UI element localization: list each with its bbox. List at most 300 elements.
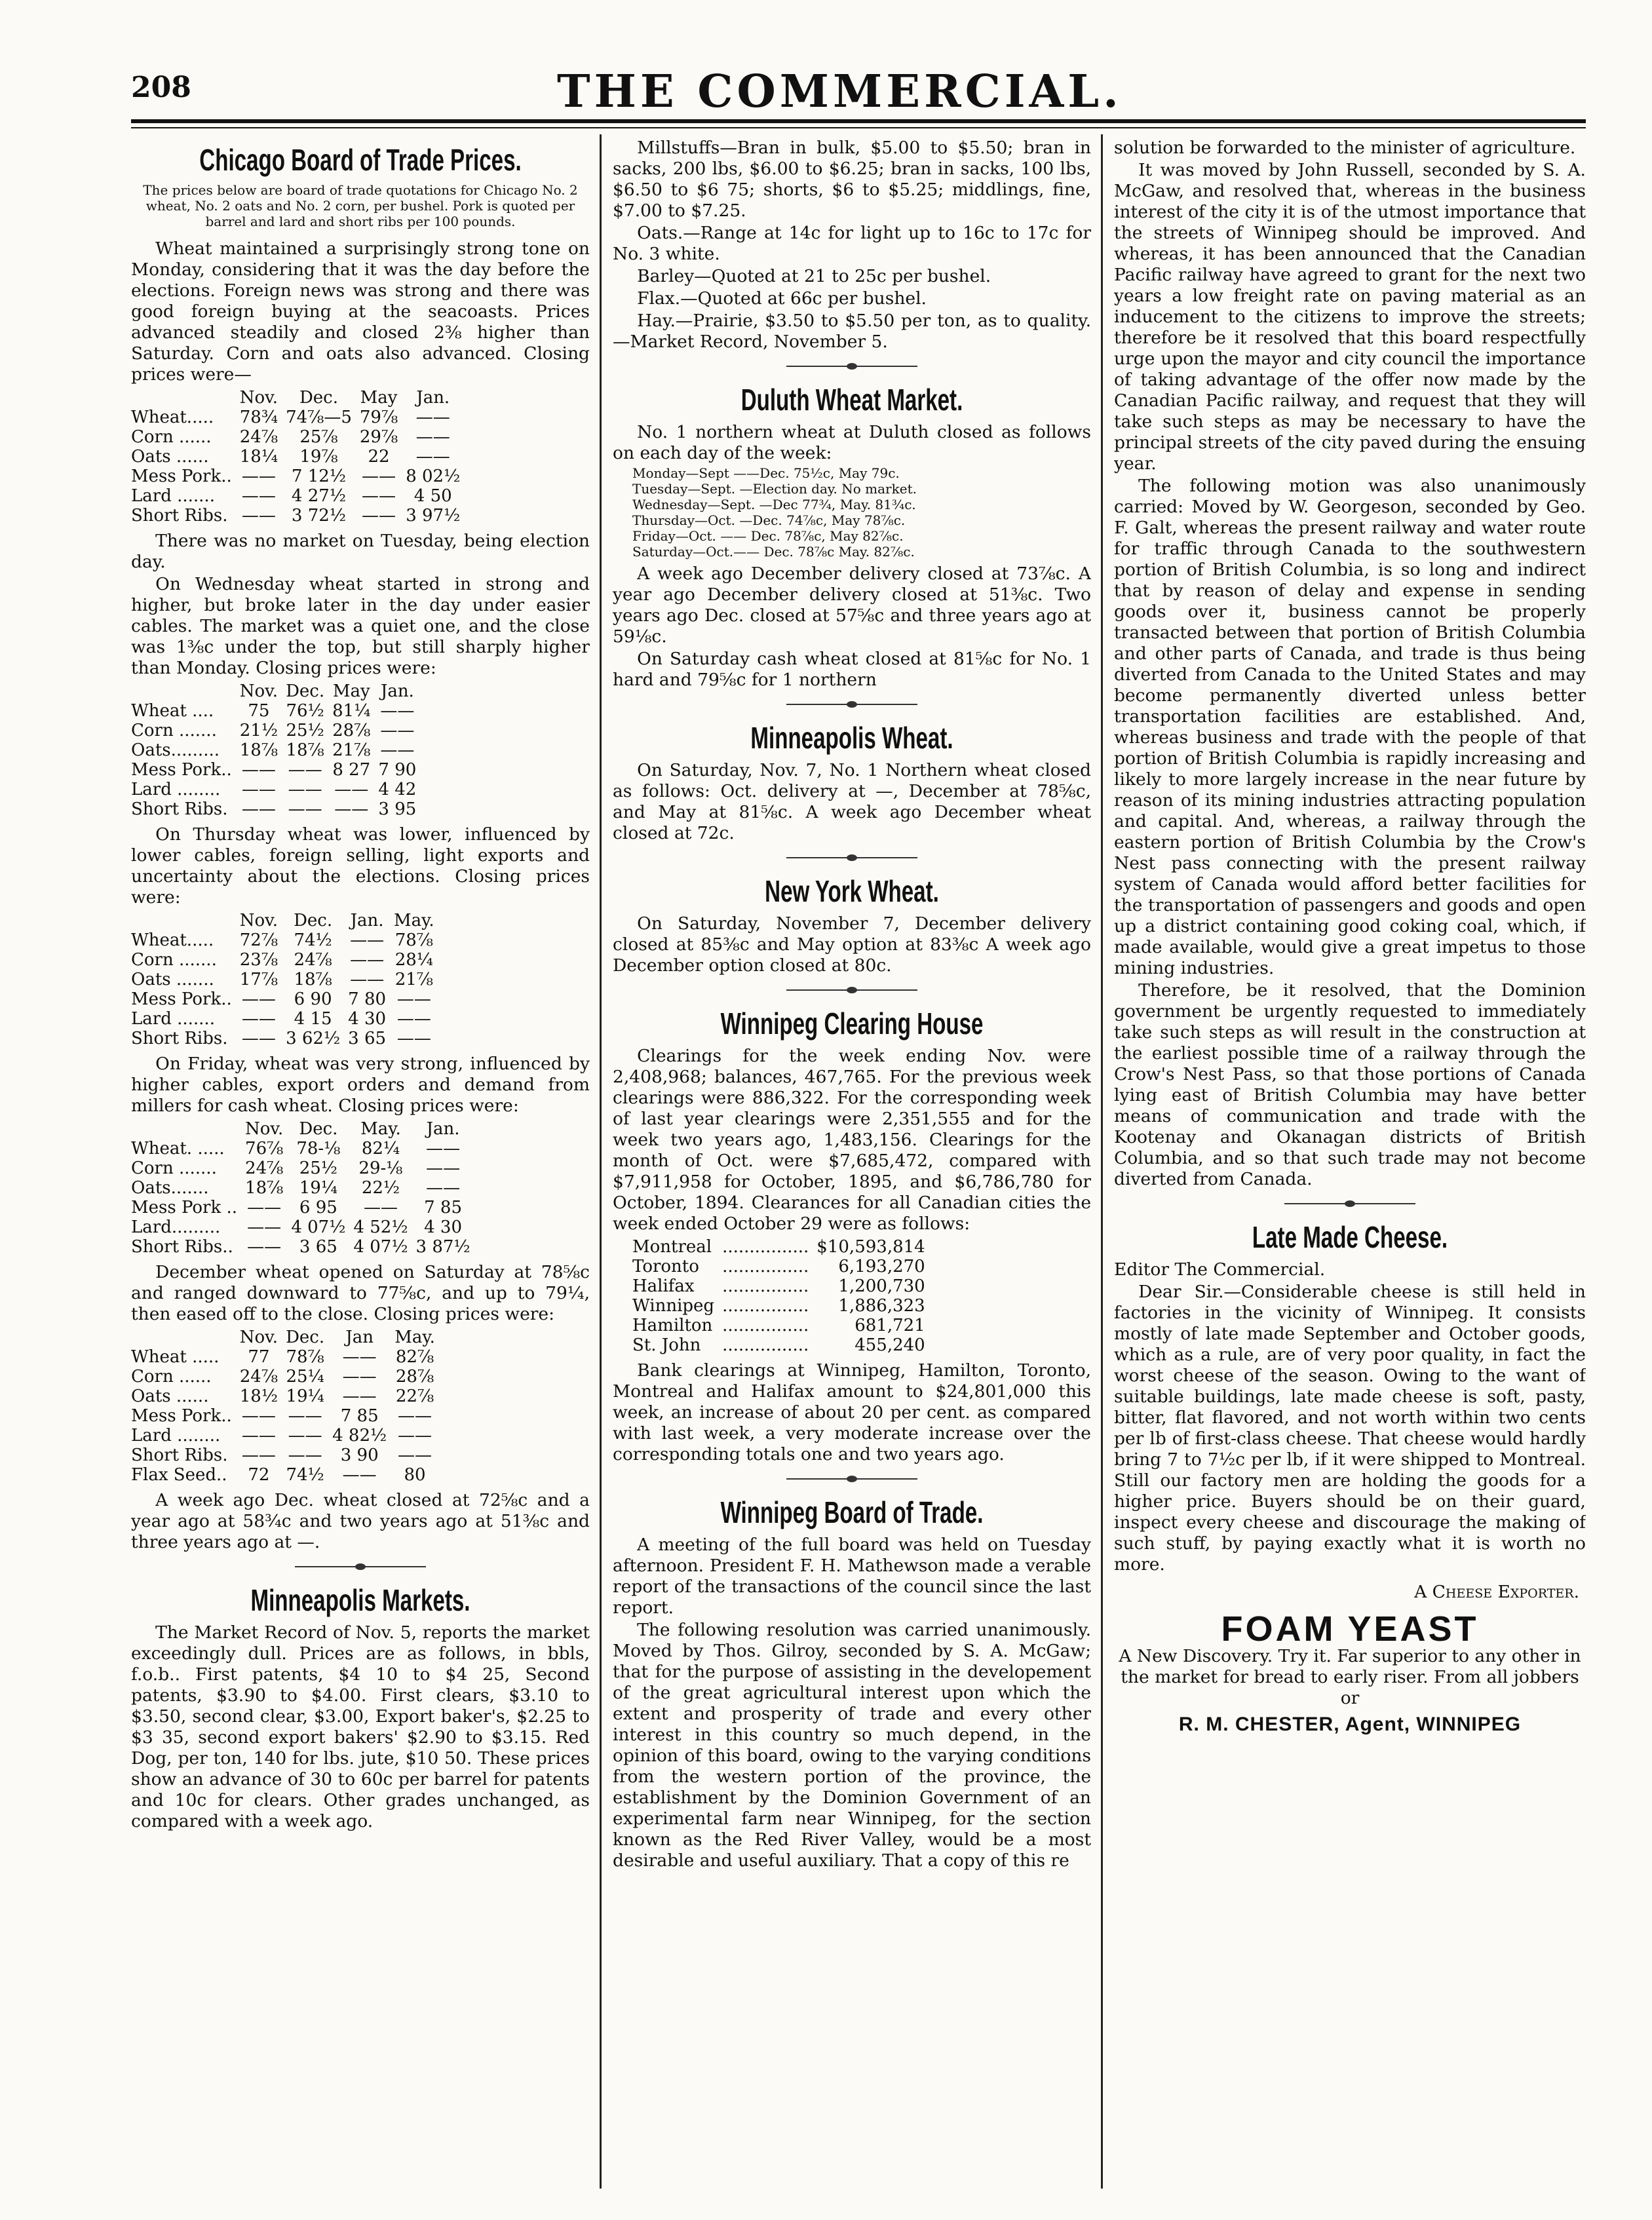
row-label: Mess Pork .. <box>131 1198 238 1217</box>
price-table <box>131 1328 439 1485</box>
price-cell: 25⅞ <box>299 427 338 447</box>
price-cell: 4 27½ <box>291 486 347 506</box>
table-row <box>131 989 438 1009</box>
row-label: Short Ribs.. <box>131 1237 233 1257</box>
paragraph: It was moved by John Russell, seconded by S. A. McGaw, and resolved that, whereas in the business interest of the city it is of the utmost importance that the streets of Winnipeg should be improved. And whereas, it has been announced that the Canadian Pacific railway have agreed to grant for the next two years a low freight rate on paving material as an inducement to the citizens to improve the streets; therefore be it resolved that this board respectfully urge upon the mayor and city council the importance of taking advantage of the offer now made by the Canadian Pacific railway, and request that they will take such steps as may be necessary to have the principal streets of the city paved during the ensuing year. <box>1114 160 1586 474</box>
paragraph: Dear Sir.—Considerable cheese is still held in factories in the vicinity of Winnipeg. It consists mostly of late made September and October goods, which as a rule, are of very poor quality, in fact the worst cheese of the season. Owing to the want of suitable buildings, late made cheese is soft, pasty, bitter, flat flavored, and not worth within two cents per lb of first-class cheese. That cheese would hardly bring 7 to 7½c per lb, if it were shipped to Montreal. Still our factory men are holding the goods for a higher price. Buyers should be on their guard, inspect every cheese and discourage the making of such stuff, by paying exactly what it is worth no more. <box>1114 1282 1586 1575</box>
table-row <box>131 950 438 970</box>
salutation: Editor The Commercial. <box>1114 1259 1326 1280</box>
price-cell: 21⅞ <box>332 740 371 760</box>
price-cell: 4 07½ <box>353 1237 408 1257</box>
table-row <box>131 427 464 447</box>
table-row <box>131 1139 474 1158</box>
price-cell: 3 65 <box>348 1029 387 1048</box>
section-heading: Winnipeg Board of Trade. <box>720 1495 984 1529</box>
ad-text: A New Discovery. Try it. Far superior to any other in the market for bread to early riser. From all jobbers or <box>1119 1646 1581 1708</box>
row-label: Lard......... <box>131 1217 221 1237</box>
price-cell: —— <box>247 1198 282 1217</box>
amount: 1,886,323 <box>838 1296 925 1316</box>
column-header: May <box>332 681 370 701</box>
ornament-divider <box>786 853 917 862</box>
ornament-divider <box>295 1562 426 1571</box>
daily-line: Friday—Oct. —— Dec. 78⅞c, May 82⅞c. <box>632 528 904 544</box>
table-row <box>131 1009 438 1029</box>
amount: 681,721 <box>855 1316 925 1335</box>
amount: 455,240 <box>855 1335 925 1355</box>
row-label: Corn ....... <box>131 721 217 740</box>
daily-line: Tuesday—Sept. —Election day. No market. <box>632 481 917 497</box>
price-cell: 7 12½ <box>291 467 347 486</box>
table-row <box>131 1029 438 1048</box>
column-header: Nov. <box>239 388 279 408</box>
ad-agent: R. M. CHESTER, Agent, WINNIPEG <box>1178 1713 1522 1735</box>
column-header: Dec. <box>286 1328 325 1347</box>
column-header: Jan. <box>380 681 414 701</box>
table-row: St. John ................ 455,240 <box>632 1335 929 1355</box>
row-label: Corn ...... <box>131 427 212 447</box>
price-cell: 3 65 <box>299 1237 337 1257</box>
price-cell: —— <box>415 427 450 447</box>
masthead: THE COMMERCIAL. <box>557 66 1123 118</box>
row-label: Short Ribs. <box>131 506 228 526</box>
section-heading: Duluth Wheat Market. <box>740 383 963 417</box>
price-cell: —— <box>247 1217 282 1237</box>
table-row <box>131 1158 474 1178</box>
price-cell: —— <box>241 506 276 526</box>
price-cell: 29-⅛ <box>358 1158 403 1178</box>
table-row <box>131 760 420 780</box>
price-cell: 18⅞ <box>245 1178 284 1198</box>
paragraph: Wheat maintained a surprisingly strong tone on Monday, considering that it was the day before the elections. Foreign news was strong and there was good foreign buying at the seacoasts. Prices advanced steadily and closed 2⅜ higher than Saturday. Corn and oats also advanced. Closing prices were— <box>131 239 590 385</box>
column-1 <box>131 138 590 2182</box>
price-cell: —— <box>363 1198 398 1217</box>
price-cell: —— <box>288 1406 322 1426</box>
clearings-table <box>632 1237 929 1355</box>
column-header: Nov. <box>245 1119 284 1139</box>
price-cell: 76½ <box>286 701 324 721</box>
price-cell: 72 <box>248 1465 270 1485</box>
paragraph: No. 1 northern wheat at Duluth closed as follows on each day of the week: <box>613 422 1091 463</box>
row-label: Corn ....... <box>131 1158 217 1178</box>
paragraph: The following resolution was carried unanimously. Moved by Thos. Gilroy, seconded by S. A. McGaw; that for the purpose of assisting in the developement of the great agricultural interest upon which the extent and prosperity of trade and every other interest in this country so much depend, in the opinion of this board, owing to the varying conditions from the western portion of the province, the establishment by the Dominion Government of an experimental farm near Winnipeg, for the section known as the Red River Valley, would be a most desirable and useful auxiliary. That a copy of this re <box>613 1620 1091 1871</box>
table-row <box>131 1347 439 1367</box>
price-cell: 24⅞ <box>239 427 279 447</box>
price-cell: —— <box>288 780 322 799</box>
table-header-row <box>131 1328 439 1347</box>
price-cell: 82¼ <box>361 1139 400 1158</box>
column-header: May. <box>360 1119 401 1139</box>
price-cell: 17⅞ <box>239 970 279 989</box>
price-cell: 78⅞ <box>394 930 433 950</box>
price-cell: 19¼ <box>286 1387 324 1406</box>
column-header: Dec. <box>299 388 338 408</box>
price-cell: 19¼ <box>299 1178 338 1198</box>
price-cell: 4 42 <box>378 780 417 799</box>
price-cell: 82⅞ <box>395 1347 434 1367</box>
table-row <box>131 1445 439 1465</box>
column-header <box>131 1328 236 1347</box>
column-header: Jan <box>345 1328 374 1347</box>
row-label: Wheat..... <box>131 930 214 950</box>
price-cell: —— <box>398 1426 432 1445</box>
daily-closings <box>632 465 1091 560</box>
price-cell: —— <box>415 447 450 467</box>
table-row <box>131 1367 439 1387</box>
price-cell: 7 90 <box>378 760 417 780</box>
table-row <box>131 408 464 427</box>
table-header-row <box>131 388 464 408</box>
price-cell: 18¼ <box>239 447 279 467</box>
column-header: Jan. <box>350 911 384 930</box>
header-rule-thin <box>131 127 1586 128</box>
price-cell: —— <box>342 1367 377 1387</box>
price-cell: 8 02½ <box>406 467 461 486</box>
column-header: Dec. <box>294 911 333 930</box>
row-label: Mess Pork.. <box>131 760 232 780</box>
price-cell: —— <box>334 799 369 819</box>
price-cell: —— <box>396 1009 431 1029</box>
column-header: Nov. <box>239 911 279 930</box>
paragraph: On Saturday cash wheat closed at 81⅝c for No. 1 hard and 79⅝c for 1 northern <box>613 649 1091 690</box>
price-cell: 78¾ <box>239 408 279 427</box>
price-cell: 29⅞ <box>359 427 398 447</box>
section-heading: Minneapolis Wheat. <box>750 721 953 755</box>
ornament-divider <box>786 362 917 371</box>
paragraph: A week ago Dec. wheat closed at 72⅝c and a year ago at 58¾c and two years ago at 51⅜c and three years ago at —. <box>131 1490 590 1552</box>
paragraph: Hay.—Prairie, $3.50 to $5.50 per ton, as to quality.—Market Record, November 5. <box>613 311 1091 352</box>
ornament-divider <box>1284 1199 1415 1208</box>
daily-line: Thursday—Oct. —Dec. 74⅞c, May 78⅞c. <box>632 512 906 528</box>
row-label: Oats ...... <box>131 447 209 467</box>
row-label: Mess Pork.. <box>131 1406 232 1426</box>
table-row <box>131 1198 474 1217</box>
price-cell: 24⅞ <box>245 1158 284 1178</box>
column-header <box>131 388 236 408</box>
price-cell: 74⅞—5 <box>286 408 352 427</box>
price-cell: 8 27 <box>332 760 371 780</box>
column-header <box>131 681 236 701</box>
price-table <box>131 681 420 819</box>
page-number: 208 <box>131 71 191 104</box>
price-cell: 23⅞ <box>239 950 279 970</box>
paragraph: On Wednesday wheat started in strong and higher, but broke later in the day under easier cables. The market was a quiet one, and the close was 1⅜c under the top, but still sharply higher than Monday. Closing prices were: <box>131 574 590 678</box>
price-cell: —— <box>241 486 276 506</box>
row-label: Wheat ..... <box>131 1347 220 1367</box>
column-header <box>131 1119 241 1139</box>
price-cell: 21⅞ <box>394 970 433 989</box>
price-cell: —— <box>241 989 276 1009</box>
price-cell: 28⅞ <box>332 721 371 740</box>
price-cell: 4 30 <box>348 1009 387 1029</box>
price-cell: 74½ <box>294 930 332 950</box>
table-row <box>131 486 464 506</box>
table-row <box>131 930 438 950</box>
price-cell: 3 97½ <box>406 506 461 526</box>
price-cell: —— <box>241 799 276 819</box>
table-row <box>131 506 464 526</box>
price-cell: 6 90 <box>294 989 332 1009</box>
paragraph: A week ago December delivery closed at 73⅞c. A year ago December delivery closed at 51⅜c. Two years ago Dec. closed at 57⅝c and three years ago at 59⅛c. <box>613 564 1091 647</box>
price-cell: 19⅞ <box>299 447 338 467</box>
price-cell: 4 82½ <box>332 1426 387 1445</box>
ad-title: FOAM YEAST <box>1221 1609 1479 1649</box>
note: The prices below are board of trade quotations for Chicago No. 2 wheat, No. 2 oats and No. 2 corn, per bushel. Pork is quoted per barrel and lard and short ribs per 100 pounds. <box>143 182 578 229</box>
ornament-divider <box>786 1474 917 1483</box>
price-cell: —— <box>247 1237 282 1257</box>
row-label: Flax Seed.. <box>131 1465 227 1485</box>
column-3 <box>1114 138 1586 2182</box>
price-cell: —— <box>334 780 369 799</box>
signature: A Cheese Exporter. <box>1414 1582 1579 1602</box>
price-cell: 18⅞ <box>294 970 332 989</box>
section-heading: Late Made Cheese. <box>1252 1220 1448 1254</box>
price-cell: —— <box>350 970 385 989</box>
column-header: May. <box>394 911 434 930</box>
paragraph: Clearings for the week ending Nov. were 2,408,968; balances, 467,765. For the previous week clearings were 886,322. For the corresponding week of last year clearings were 2,351,555 and for the week two years ago, 1,483,156. Clearings for the month of Oct. were $7,685,472, compared with $7,911,958 for October, 1895, and $6,786,780 for October, 1894. Clearances for all Canadian cities the week ended October 29 were as follows: <box>613 1046 1091 1234</box>
price-cell: 80 <box>404 1465 426 1485</box>
price-cell: 3 95 <box>378 799 417 819</box>
page-header <box>131 66 1586 118</box>
price-cell: 28¼ <box>394 950 433 970</box>
table-row <box>131 1387 439 1406</box>
section-heading: Winnipeg Clearing House <box>720 1006 984 1041</box>
price-cell: —— <box>288 799 322 819</box>
row-label: Oats ...... <box>131 1387 209 1406</box>
table-row <box>131 799 420 819</box>
amount: 6,193,270 <box>838 1257 925 1276</box>
row-label: Wheat..... <box>131 408 214 427</box>
price-cell: —— <box>362 506 396 526</box>
price-cell: 25½ <box>286 721 324 740</box>
price-cell: 22½ <box>361 1178 400 1198</box>
price-cell: —— <box>241 760 276 780</box>
amount: $10,593,814 <box>816 1237 925 1257</box>
price-cell: 81¼ <box>332 701 371 721</box>
header-rule <box>131 119 1586 123</box>
price-cell: 4 07½ <box>291 1217 346 1237</box>
price-cell: —— <box>241 1406 276 1426</box>
city: Hamilton <box>632 1316 713 1335</box>
price-cell: —— <box>426 1178 461 1198</box>
section-heading: New York Wheat. <box>765 874 939 908</box>
price-cell: 4 15 <box>294 1009 332 1029</box>
column-header <box>131 911 236 930</box>
paragraph: Therefore, be it resolved, that the Dominion government be urgently requested to immediately take such steps as will result in the construction at the earliest possible time of a railway through the Crow's Nest Pass, so that those portions of Canada lying east of British Columbia may have better means of communication and trade with the Kootenay and Okanagan districts of British Columbia, and so that such trade may not become diverted from Canada. <box>1114 980 1586 1189</box>
paragraph: On Saturday, November 7, December delivery closed at 85⅜c and May option at 83⅜c A week ago December option closed at 80c. <box>613 913 1091 976</box>
city: Halifax <box>632 1276 695 1296</box>
price-cell: 24⅞ <box>294 950 332 970</box>
column-header: Dec. <box>299 1119 338 1139</box>
price-cell: 6 95 <box>299 1198 337 1217</box>
price-cell: —— <box>288 760 322 780</box>
price-cell: 3 62½ <box>286 1029 341 1048</box>
price-cell: —— <box>350 950 385 970</box>
paragraph: On Saturday, Nov. 7, No. 1 Northern wheat closed as follows: Oct. delivery at —, December at 78⅝c, and May at 81⅝c. A week ago December wheat closed at 72c. <box>613 760 1091 843</box>
row-label: Corn ....... <box>131 950 217 970</box>
paragraph: The Market Record of Nov. 5, reports the market exceedingly dull. Prices are as follows, in bbls, f.o.b.. First patents, $4 10 to $4 25, Second patents, $3.90 to $4.00. First clears, $3.10 to $3.50, second clear, $3.00, Export baker's, $2.25 to $3 35, second export bakers' $2.90 to $3.15. Red Dog, per ton, 140 for lbs. jute, $10 50. These prices show an advance of 30 to 60c per barrel for patents and 10c for clears. Other grades unchanged, as compared with a week ago. <box>131 1622 590 1831</box>
column-header: Dec. <box>286 681 325 701</box>
price-cell: —— <box>398 1445 432 1465</box>
paragraph: A meeting of the full board was held on Tuesday afternoon. President F. H. Mathewson made a verable report of the transactions of the council since the last report. <box>613 1535 1091 1618</box>
column-header: May. <box>394 1328 435 1347</box>
paragraph: solution be forwarded to the minister of agriculture. <box>1114 138 1576 158</box>
price-cell: 22 <box>368 447 390 467</box>
table-row <box>131 1465 439 1485</box>
price-cell: —— <box>415 408 450 427</box>
column-header: Jan. <box>426 1119 460 1139</box>
price-cell: —— <box>380 721 415 740</box>
table-row <box>131 740 420 760</box>
price-cell: 21½ <box>239 721 279 740</box>
section-heading: Chicago Board of Trade Prices. <box>199 143 522 177</box>
row-label: Short Ribs. <box>131 1029 228 1048</box>
price-table <box>131 388 464 526</box>
price-cell: —— <box>241 780 276 799</box>
price-cell: 4 30 <box>424 1217 462 1237</box>
row-label: Lard ....... <box>131 1009 215 1029</box>
paragraph: December wheat opened on Saturday at 78⅝c and ranged downward to 77⅝c, and up to 79¼, then eased off to the close. Closing prices were: <box>131 1262 590 1324</box>
price-cell: 74½ <box>286 1465 324 1485</box>
table-row <box>131 1426 439 1445</box>
table-header-row <box>131 1119 474 1139</box>
price-cell: 24⅞ <box>239 1367 279 1387</box>
row-label: Mess Pork.. <box>131 467 232 486</box>
price-cell: —— <box>350 930 385 950</box>
price-cell: 78⅞ <box>286 1347 324 1367</box>
daily-line: Monday—Sept ——Dec. 75½c, May 79c. <box>632 465 900 481</box>
price-cell: 3 90 <box>340 1445 379 1465</box>
paragraph: There was no market on Tuesday, being election day. <box>131 531 590 572</box>
table-row <box>131 721 420 740</box>
price-cell: —— <box>362 467 396 486</box>
table-row: Montreal ................ $10,593,814 <box>632 1237 929 1257</box>
table-row <box>131 1237 474 1257</box>
price-cell: —— <box>241 1029 276 1048</box>
price-cell: —— <box>342 1387 377 1406</box>
price-cell: 22⅞ <box>395 1387 434 1406</box>
price-cell: —— <box>342 1347 377 1367</box>
price-cell: 4 50 <box>413 486 452 506</box>
row-label: Oats ....... <box>131 970 214 989</box>
table-row: Toronto ................ 6,193,270 <box>632 1257 929 1276</box>
price-cell: 18⅞ <box>286 740 324 760</box>
city: Winnipeg <box>632 1296 715 1316</box>
row-label: Mess Pork.. <box>131 989 232 1009</box>
price-cell: —— <box>426 1139 461 1158</box>
city: Montreal <box>632 1237 712 1257</box>
price-cell: —— <box>288 1426 322 1445</box>
table-row <box>131 701 420 721</box>
row-label: Oats....... <box>131 1178 209 1198</box>
daily-line: Wednesday—Sept. —Dec 77¾, May. 81¾c. <box>632 497 916 512</box>
paragraph: On Friday, wheat was very strong, influenced by higher cables, export orders and demand from millers for cash wheat. Closing prices were: <box>131 1054 590 1116</box>
price-cell: —— <box>342 1465 377 1485</box>
row-label: Lard ........ <box>131 780 221 799</box>
price-cell: 7 85 <box>340 1406 379 1426</box>
row-label: Short Ribs. <box>131 1445 228 1465</box>
table-row <box>131 467 464 486</box>
table-header-row <box>131 681 420 701</box>
column-header: May <box>360 388 398 408</box>
table-row <box>131 970 438 989</box>
price-cell: 4 52½ <box>353 1217 408 1237</box>
price-cell: —— <box>426 1158 461 1178</box>
price-cell: 25½ <box>299 1158 338 1178</box>
price-cell: —— <box>380 701 415 721</box>
price-table <box>131 1119 474 1257</box>
price-cell: 3 72½ <box>291 506 347 526</box>
price-cell: —— <box>380 740 415 760</box>
city: Toronto <box>632 1257 699 1276</box>
column-divider <box>1101 134 1103 2189</box>
price-cell: 77 <box>248 1347 270 1367</box>
table-row: Halifax ................ 1,200,730 <box>632 1276 929 1296</box>
price-cell: —— <box>241 1009 276 1029</box>
ornament-divider <box>786 700 917 709</box>
table-header-row <box>131 911 438 930</box>
section-heading: Minneapolis Markets. <box>250 1583 471 1617</box>
table-row: Hamilton ................ 681,721 <box>632 1316 929 1335</box>
price-cell: 18⅞ <box>239 740 279 760</box>
price-cell: —— <box>241 467 276 486</box>
row-label: Short Ribs. <box>131 799 228 819</box>
paragraph: Barley—Quoted at 21 to 25c per bushel. <box>637 266 991 286</box>
amount: 1,200,730 <box>838 1276 925 1296</box>
paragraph: Bank clearings at Winnipeg, Hamilton, Toronto, Montreal and Halifax amount to $24,801,000 this week, an increase of about 20 per cent. as compared with last week, a very moderate increase over the corresponding totals one and two years ago. <box>613 1360 1091 1464</box>
price-cell: 25¼ <box>286 1367 324 1387</box>
price-cell: —— <box>241 1426 276 1445</box>
row-label: Oats......... <box>131 740 220 760</box>
row-label: Wheat .... <box>131 701 214 721</box>
price-cell: 7 85 <box>424 1198 462 1217</box>
table-row <box>131 780 420 799</box>
price-cell: —— <box>396 989 431 1009</box>
column-header: Nov. <box>239 681 279 701</box>
price-cell: 79⅞ <box>359 408 398 427</box>
paragraph: Flax.—Quoted at 66c per bushel. <box>637 288 927 309</box>
paragraph: On Thursday wheat was lower, influenced by lower cables, foreign selling, light exports and uncertainty about the elections. Closing prices were: <box>131 824 590 908</box>
row-label: Corn ...... <box>131 1367 212 1387</box>
column-2 <box>613 138 1091 2182</box>
price-cell: —— <box>362 486 396 506</box>
price-cell: 28⅞ <box>395 1367 434 1387</box>
column-header: Nov. <box>239 1328 279 1347</box>
price-cell: 75 <box>248 701 270 721</box>
ornament-divider <box>786 986 917 995</box>
price-cell: 72⅞ <box>239 930 279 950</box>
price-cell: 3 87½ <box>415 1237 471 1257</box>
paragraph: Oats.—Range at 14c for light up to 16c to 17c for No. 3 white. <box>613 223 1091 264</box>
paragraph: The following motion was also unanimously carried: Moved by W. Georgeson, seconded by Geo. F. Galt, whereas the present railway and water route for traffic through Canada to the southwestern portion of British Columbia, is so long and indirect that by reason of delay and expense in sending goods over it, business cannot be properly transacted between that portion of British Columbia and other parts of Canada, and trade is thus being diverted from Canada to the United States and may become permanently diverted unless better transportation facilities are established. And, whereas business and trade with the people of that portion of British Columbia is rapidly increasing and likely to more largely increase in the near future by reason of its mining industries attracting population and capital. And, whereas, a railway through the eastern portion of British Columbia by the Crow's Nest pass connecting with the present railway system of Canada would afford better facilities for the transportation of passengers and goods and open up a district containing good coking coal, which, if made available, would give a great impetus to those mining industries. <box>1114 476 1586 978</box>
row-label: Lard ........ <box>131 1426 221 1445</box>
price-cell: 18½ <box>239 1387 279 1406</box>
column-divider <box>600 134 602 2189</box>
paragraph: Millstuffs—Bran in bulk, $5.00 to $5.50; bran in sacks, 200 lbs, $6.00 to $6.25; bran in sacks, 100 lbs, $6.50 to $6 75; shorts, $6 to $5.25; middlings, fine, $7.00 to $7.25. <box>613 138 1091 221</box>
column-header: Jan. <box>416 388 450 408</box>
price-cell: —— <box>396 1029 431 1048</box>
price-cell: —— <box>288 1445 322 1465</box>
row-label: Wheat. ..... <box>131 1139 225 1158</box>
table-row <box>131 1406 439 1426</box>
price-cell: —— <box>241 1445 276 1465</box>
row-label: Lard ....... <box>131 486 215 506</box>
table-row <box>131 1178 474 1198</box>
daily-line: Saturday—Oct.—— Dec. 78⅞c May. 82⅞c. <box>632 544 915 560</box>
city: St. John <box>632 1335 701 1355</box>
table-row <box>131 1217 474 1237</box>
table-row: Winnipeg ................ 1,886,323 <box>632 1296 929 1316</box>
price-table <box>131 911 438 1048</box>
